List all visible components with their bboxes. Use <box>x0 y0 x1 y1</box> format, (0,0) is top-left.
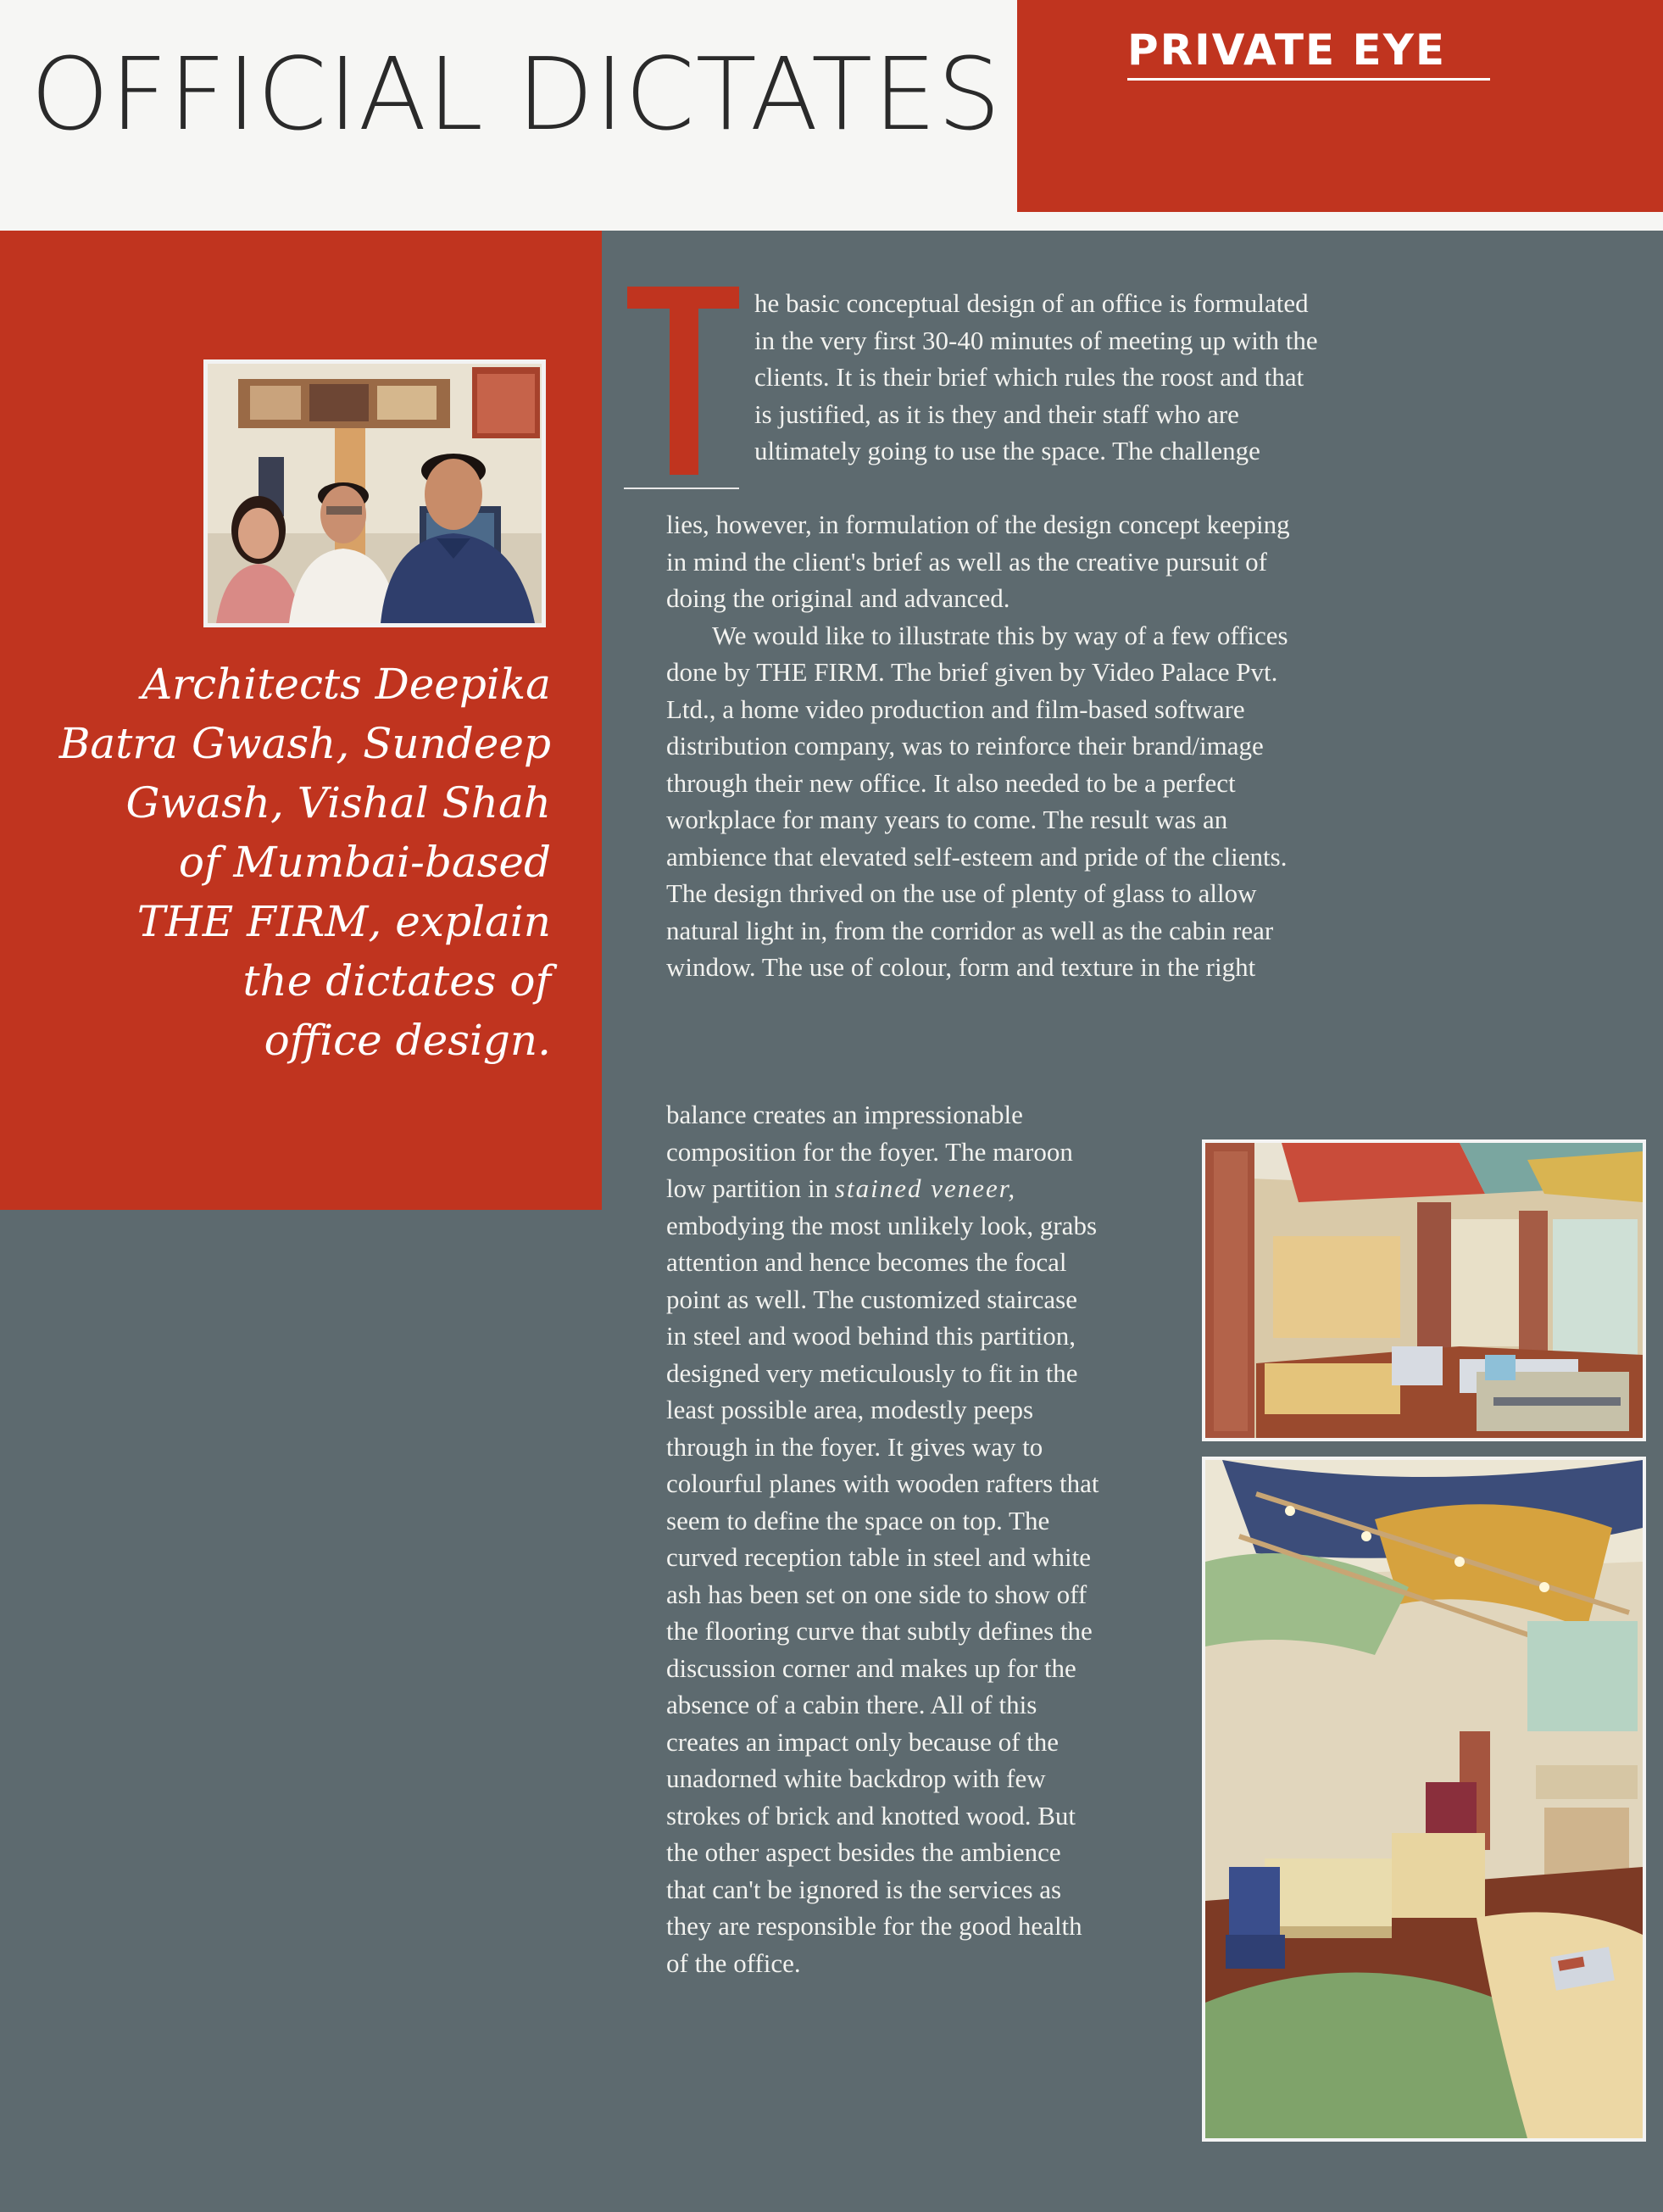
text-line: The design thrived on the use of plenty of glass to allow <box>666 878 1257 908</box>
text-line: attention and hence becomes the focal <box>666 1247 1067 1277</box>
caption-line: office design. <box>264 1016 551 1065</box>
text-line: they are responsible for the good health <box>666 1911 1082 1941</box>
text-line: colourful planes with wooden rafters that <box>666 1468 1099 1498</box>
caption-line: Batra Gwash, Sundeep <box>58 719 551 768</box>
text-line: least possible area, modestly peeps <box>666 1395 1034 1424</box>
text-line: natural light in, from the corridor as well as the cabin rear <box>666 915 1274 945</box>
text-line: the flooring curve that subtly defines the <box>666 1616 1093 1646</box>
text-line: window. The use of colour, form and texture in the right <box>666 952 1256 982</box>
page-title: OFFICIAL DICTATES <box>31 36 1002 153</box>
text-line: through in the foyer. It gives way to <box>666 1431 1043 1462</box>
photo-caption <box>25 655 551 1070</box>
text-line: embodying the most unlikely look, grabs <box>666 1210 1098 1240</box>
text-line: curved reception table in steel and white <box>666 1542 1091 1572</box>
caption-line: THE FIRM, explain <box>136 897 551 946</box>
text-line: the other aspect besides the ambience <box>666 1837 1061 1867</box>
reception-photo <box>1202 1457 1646 2142</box>
text-line <box>666 1170 1158 1207</box>
text-line: he basic conceptual design of an office is formulated <box>754 288 1309 318</box>
italic-phrase: stained veneer, <box>834 1173 1017 1203</box>
text-line: discussion corner and makes up for the <box>666 1652 1076 1683</box>
architects-photo <box>203 359 546 627</box>
section-underline <box>1127 78 1490 81</box>
text-line: through their new office. It also needed to be a perfect <box>666 767 1236 798</box>
text-line: point as well. The customized staircase <box>666 1284 1077 1314</box>
text-line: Ltd., a home video production and film-based software <box>666 694 1245 724</box>
text-line: in mind the client's brief as well as the creative pursuit of <box>666 546 1267 577</box>
text-fragment: low partition in <box>666 1173 829 1203</box>
text-line: composition for the foyer. The maroon <box>666 1136 1073 1167</box>
drop-cap-rule <box>624 488 739 489</box>
text-line: creates an impact only because of the <box>666 1726 1060 1757</box>
text-line: is justified, as it is they and their staff who are <box>754 398 1239 429</box>
section-banner <box>1017 0 1663 212</box>
text-line: lies, however, in formulation of the design concept keeping <box>666 510 1290 539</box>
article-intro-lines <box>754 285 1382 470</box>
drop-cap <box>627 287 739 475</box>
text-line: distribution company, was to reinforce their brand/image <box>666 731 1264 761</box>
text-line: done by THE FIRM. The brief given by Video Palace Pvt. <box>666 657 1278 687</box>
text-line: of the office. <box>666 1947 801 1978</box>
foyer-photo <box>1202 1139 1646 1441</box>
article-body-wide <box>666 506 1382 986</box>
section-label: PRIVATE EYE <box>1127 25 1447 75</box>
caption-line: the dictates of <box>242 956 551 1006</box>
text-line: ash has been set on one side to show off <box>666 1579 1087 1609</box>
text-line: seem to define the space on top. The <box>666 1505 1050 1535</box>
text-line: We would like to illustrate this by way of a few offices <box>712 620 1288 650</box>
text-line: that can't be ignored is the services as <box>666 1874 1062 1904</box>
text-line: clients. It is their brief which rules the roost and that <box>754 362 1304 392</box>
text-line: doing the original and advanced. <box>666 583 1010 613</box>
article-body-narrow <box>666 1096 1158 1981</box>
text-line: balance creates an impressionable <box>666 1100 1023 1129</box>
caption-line: of Mumbai-based <box>178 838 551 887</box>
text-line: in the very first 30-40 minutes of meeting up with the <box>754 325 1318 355</box>
text-line: workplace for many years to come. The result was an <box>666 805 1228 834</box>
text-line: absence of a cabin there. All of this <box>666 1690 1037 1719</box>
text-line: in steel and wood behind this partition, <box>666 1321 1076 1351</box>
text-line: strokes of brick and knotted wood. But <box>666 1800 1076 1830</box>
caption-line: Architects Deepika <box>142 660 551 709</box>
caption-line: Gwash, Vishal Shah <box>125 778 551 827</box>
text-line: ambience that elevated self-esteem and pride of the clients. <box>666 841 1288 872</box>
text-line: designed very meticulously to fit in the <box>666 1357 1078 1388</box>
text-line: ultimately going to use the space. The challenge <box>754 436 1260 465</box>
text-line: unadorned white backdrop with few <box>666 1763 1046 1793</box>
